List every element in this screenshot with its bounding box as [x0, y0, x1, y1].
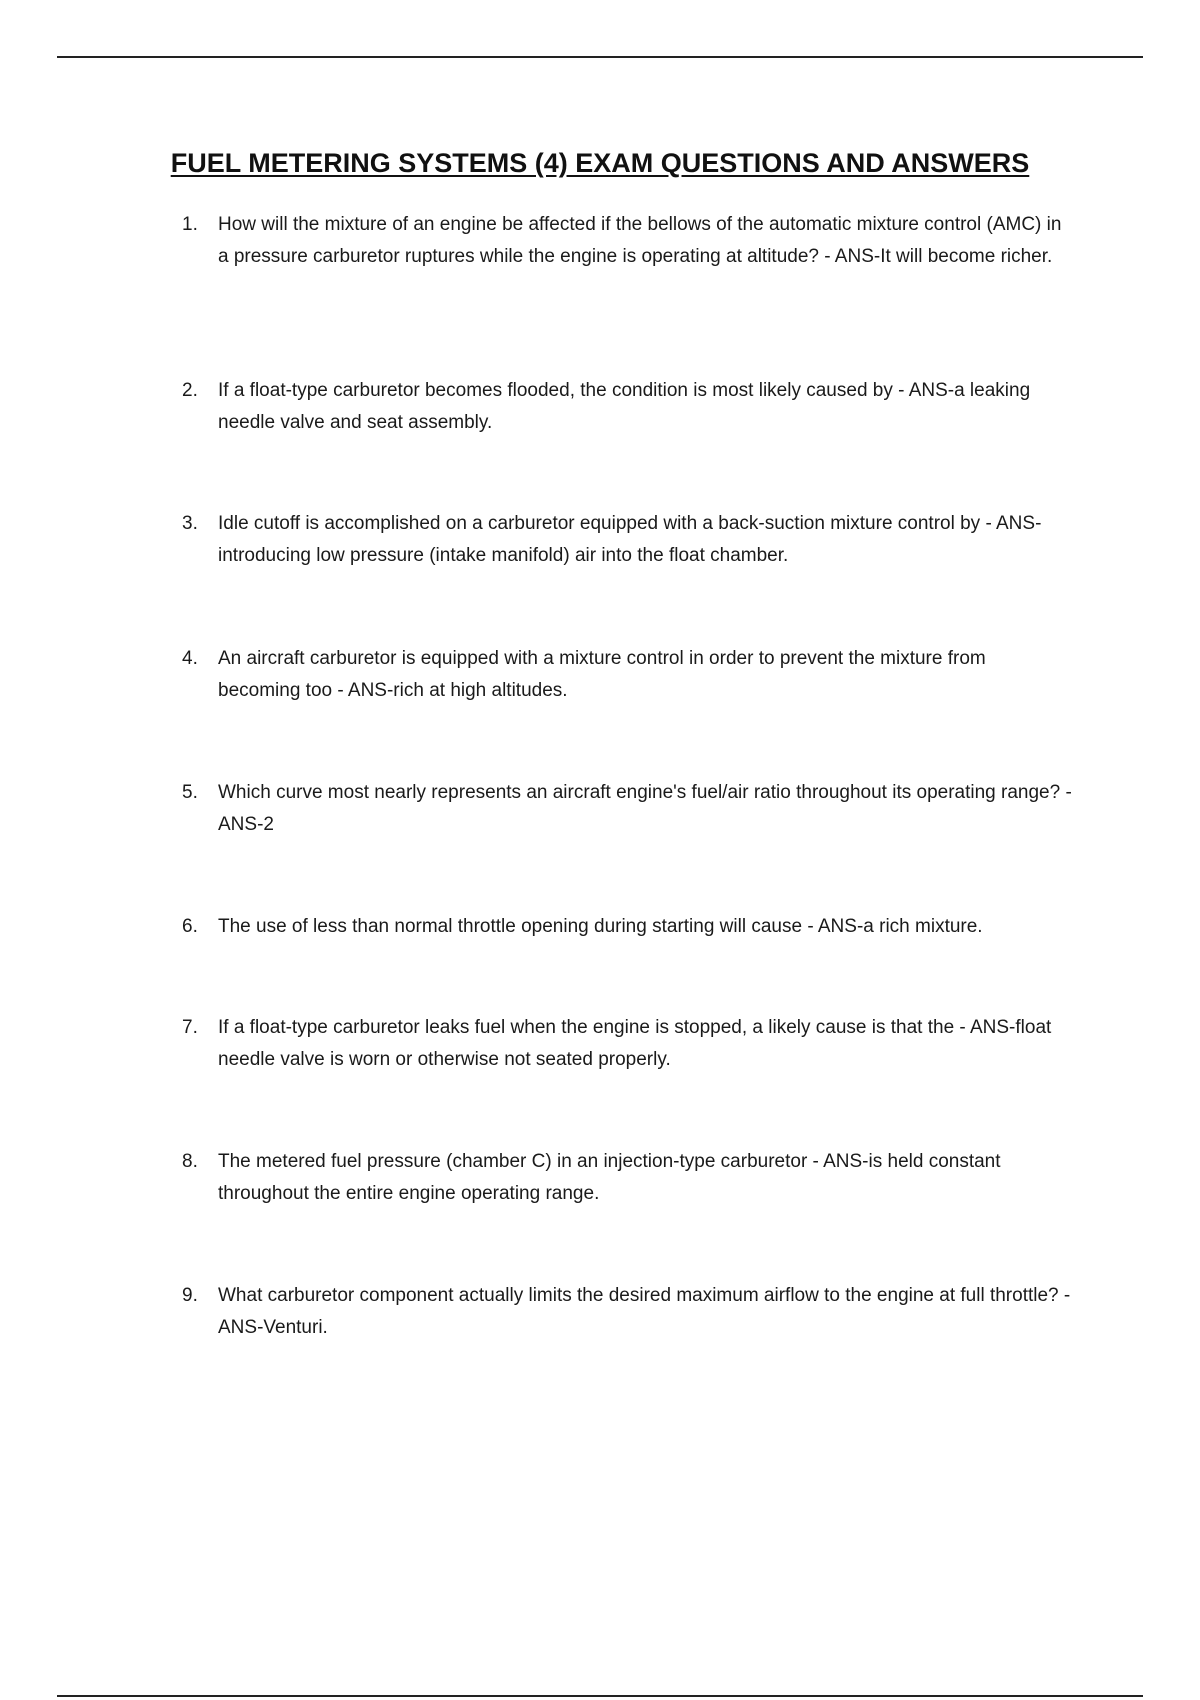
question-item-6	[182, 911, 1072, 943]
question-number: 8.	[182, 1151, 198, 1172]
question-number: 9.	[182, 1285, 198, 1306]
question-item-3	[182, 508, 1072, 572]
question-text: Idle cutoff is accomplished on a carburetor equipped with a back-suction mixture control by - ANS-introducing low pressure (intake manifold) air into the float chamber.	[218, 513, 1042, 566]
question-number: 3.	[182, 513, 198, 534]
question-item-7	[182, 1012, 1072, 1076]
question-text: If a float-type carburetor leaks fuel when the engine is stopped, a likely cause is that the - ANS-float needle valve is worn or otherwise not seated properly.	[218, 1017, 1052, 1070]
question-item-1	[182, 209, 1072, 273]
question-text: Which curve most nearly represents an aircraft engine's fuel/air ratio throughout its operating range? - ANS-2	[218, 782, 1072, 835]
question-item-4	[182, 643, 1072, 707]
question-text: The use of less than normal throttle opening during starting will cause - ANS-a rich mixture.	[218, 916, 983, 937]
question-text: An aircraft carburetor is equipped with a mixture control in order to prevent the mixture from becoming too - ANS-rich at high altitudes.	[218, 648, 986, 701]
question-item-8	[182, 1146, 1072, 1210]
question-text: How will the mixture of an engine be affected if the bellows of the automatic mixture control (AMC) in a pressure carburetor ruptures while the engine is operating at altitude? - ANS-It will become richer.	[218, 214, 1062, 267]
question-number: 1.	[182, 214, 198, 235]
question-number: 5.	[182, 782, 198, 803]
question-item-9	[182, 1280, 1072, 1344]
question-number: 4.	[182, 648, 198, 669]
header-rule	[57, 56, 1143, 58]
question-number: 6.	[182, 916, 198, 937]
question-item-2	[182, 375, 1072, 439]
question-text: The metered fuel pressure (chamber C) in an injection-type carburetor - ANS-is held constant throughout the entire engine operating range.	[218, 1151, 1001, 1204]
question-item-5	[182, 777, 1072, 841]
question-text: If a float-type carburetor becomes flooded, the condition is most likely caused by - ANS-a leaking needle valve and seat assembly.	[218, 380, 1031, 433]
question-number: 7.	[182, 1017, 198, 1038]
footer-rule	[57, 1695, 1143, 1697]
page-title: FUEL METERING SYSTEMS (4) EXAM QUESTIONS AND ANSWERS	[170, 148, 1030, 178]
question-number: 2.	[182, 380, 198, 401]
question-text: What carburetor component actually limits the desired maximum airflow to the engine at full throttle? - ANS-Venturi.	[218, 1285, 1071, 1338]
